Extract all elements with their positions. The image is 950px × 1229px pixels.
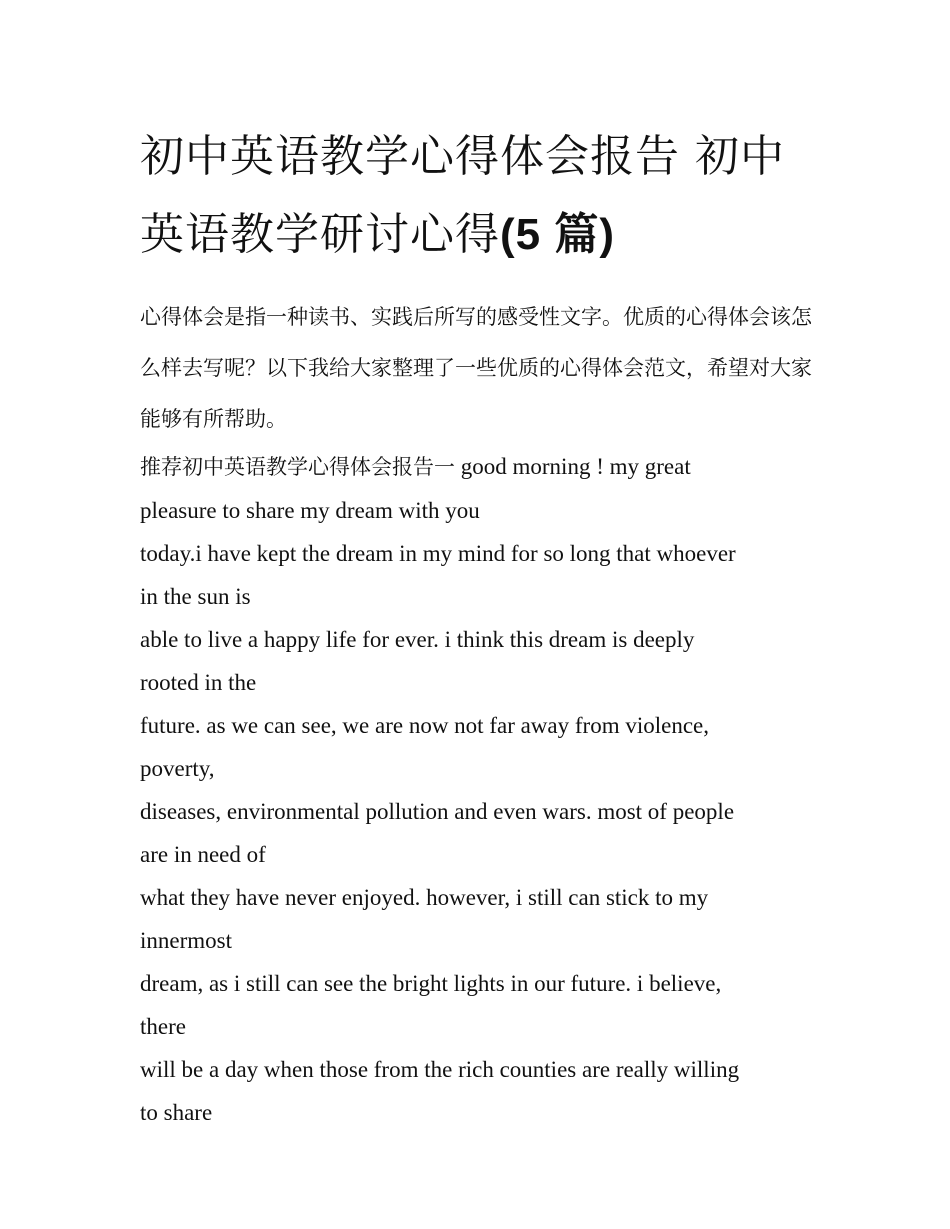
essay-line: innermost <box>140 928 232 953</box>
essay-line: able to live a happy life for ever. i think this dream is deeply <box>140 627 695 652</box>
essay-first-line <box>140 445 820 489</box>
essay-line: in the sun is <box>140 584 251 609</box>
essay-line: poverty, <box>140 756 215 781</box>
essay-line: future. as we can see, we are now not far away from violence, <box>140 713 709 738</box>
essay-line: today.i have kept the dream in my mind for so long that whoever <box>140 541 736 566</box>
essay-line: to share <box>140 1100 213 1125</box>
essay-line: are in need of <box>140 842 266 867</box>
essay-line: diseases, environmental pollution and even wars. most of people <box>140 799 735 824</box>
intro-paragraph: 心得体会是指一种读书、实践后所写的感受性文字。优质的心得体会该怎么样去写呢？以下我给大家整理了一些优质的心得体会范文，希望对大家能够有所帮助。 <box>140 305 812 431</box>
title-main-text: 初中英语教学心得体会报告 初中英语教学研讨心得 <box>140 131 785 260</box>
essay-line: will be a day when those from the rich counties are really willing <box>140 1057 740 1082</box>
essay-line: dream, as i still can see the bright lights in our future. i believe, <box>140 971 722 996</box>
essay-line: pleasure to share my dream with you <box>140 498 480 523</box>
essay-heading-cjk: 推荐初中英语教学心得体会报告一 <box>140 455 455 479</box>
title-suffix-text: (5 篇) <box>500 210 615 259</box>
essay-body <box>140 445 820 1134</box>
essay-line: what they have never enjoyed. however, i still can stick to my <box>140 885 709 910</box>
document-page <box>140 118 820 1134</box>
essay-heading-en: good morning ! my great <box>455 454 691 479</box>
document-title <box>140 118 820 274</box>
essay-line: there <box>140 1014 186 1039</box>
essay-line: rooted in the <box>140 670 257 695</box>
